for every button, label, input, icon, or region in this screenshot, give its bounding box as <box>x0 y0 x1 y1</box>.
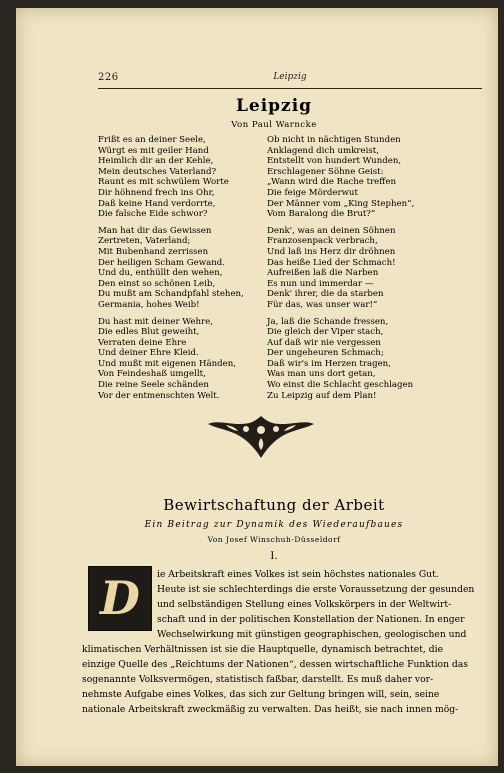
essay-author: Von Josef Winschuh-Düsseldorf <box>207 535 341 544</box>
essay-line: klimatischen Verhältnissen ist sie die Hauptquelle, dynamisch betrachtet, die <box>82 644 444 655</box>
running-title: Leipzig <box>273 72 307 82</box>
running-header <box>98 72 482 89</box>
poem-line: Verraten deine Ehre <box>98 337 187 348</box>
poem-line: Mit Bubenhand zerrissen <box>98 246 209 257</box>
poem-line: Die gleich der Viper stach, <box>267 327 384 338</box>
poem-title: Leipzig <box>235 96 313 116</box>
poem-right-column <box>267 135 467 407</box>
essay-line: und selbständigen Stellung eines Volkskörpers in der Weltwirt- <box>157 599 452 610</box>
poem-line: „Wann wird die Rache treffen <box>267 177 396 188</box>
poem-line: Denk', was an deinen Söhnen <box>267 225 396 236</box>
poem-line: Raunt es mit schwülem Worte <box>98 177 229 188</box>
poem-line: Der heiligen Scham Gewand. <box>98 257 225 268</box>
poem-line: Wo einst die Schlacht geschlagen <box>267 380 414 391</box>
poem-line: Der Männer vom „King Stephen“, <box>267 198 415 209</box>
essay-line: schaft und in der politischen Konstellation der Nationen. In enger <box>157 614 465 625</box>
poem-line: Vor der entmenschten Welt. <box>98 390 220 401</box>
poem-left-column <box>98 135 278 407</box>
dropcap-letter: D <box>100 571 140 625</box>
poem-line: Und du, enthüllt den wehen, <box>98 268 223 279</box>
poem-line: Die feige Mörderwut <box>267 187 358 198</box>
poem-line: Germania, hohes Weib! <box>98 299 200 310</box>
poem-line: Es nun und immerdar — <box>267 278 374 289</box>
floral-vignette-icon <box>206 414 316 460</box>
section-number: I. <box>270 551 278 562</box>
poem-line: Ja, laß die Schande fressen, <box>267 316 389 327</box>
poem-line: Daß keine Hand verdorrte, <box>98 198 216 209</box>
poem-line: Anklagend dich umkreist, <box>267 145 379 156</box>
poem-line: Zertreten, Vaterland; <box>98 236 191 247</box>
poem-line: Und laß ins Herz dir dröhnen <box>267 246 396 257</box>
poem-line: Ob nicht in nächtigen Stunden <box>267 135 401 145</box>
poem-stanza <box>267 135 467 220</box>
poem-stanza <box>267 226 467 311</box>
essay-title: Bewirtschaftung der Arbeit <box>163 496 385 514</box>
poem-line: Die edles Blut geweiht, <box>98 327 200 338</box>
essay-line: nationale Arbeitskraft zweckmäßig zu verwalten. Das heißt, sie nach innen mög- <box>82 704 459 715</box>
essay-line: ie Arbeitskraft eines Volkes ist sein höchstes nationales Gut. <box>157 569 439 580</box>
essay-line: sogenannte Volksvermögen, statistisch faßbar, darstellt. Es muß daher vor- <box>82 674 434 685</box>
poem-line: Entstellt von hundert Wunden, <box>267 156 402 167</box>
poem-line: Heimlich dir an der Kehle, <box>98 156 214 167</box>
poem-line: Dir höhnend frech ins Ohr, <box>98 187 215 198</box>
poem-line: Für das, was unser war!“ <box>267 299 378 310</box>
poem-line: Zu Leipzig auf dem Plan! <box>267 390 377 401</box>
poem-line: Auf daß wir nie vergessen <box>267 337 381 348</box>
poem-line: Frißt es an deiner Seele, <box>98 135 206 145</box>
poem-stanza <box>98 317 278 402</box>
poem-line: Die falsche Eide schwor? <box>98 209 208 220</box>
poem-line: Der ungeheuren Schmach; <box>267 348 384 359</box>
poem-line: Was man uns dort getan, <box>267 369 376 380</box>
poem-line: Würgt es mit geiler Hand <box>98 145 209 156</box>
poem-line: Man hat dir das Gewissen <box>98 225 212 236</box>
poem-author: Von Paul Warncke <box>231 120 317 130</box>
poem-line: Du hast mit deiner Wehre, <box>98 316 213 327</box>
essay-line: Heute ist sie schlechterdings die erste Voraussetzung der gesunden <box>157 584 475 595</box>
poem-line: Franzosenpack verbrach, <box>267 236 378 247</box>
poem-line: Mein deutsches Vaterland? <box>98 166 217 177</box>
poem-stanza <box>98 135 278 220</box>
poem-stanza <box>267 317 467 402</box>
poem-line: Die reine Seele schänden <box>98 380 209 391</box>
poem-line: Denk' ihrer, die da starben <box>267 289 384 300</box>
essay-subtitle: Ein Beitrag zur Dynamik des Wiederaufbaues <box>144 520 404 530</box>
essay-line: nehmste Aufgabe eines Volkes, das sich zur Geltung bringen will, sein, seine <box>82 689 440 700</box>
poem-stanza <box>98 226 278 311</box>
poem-line: Von Feindeshaß umgellt, <box>98 369 206 380</box>
essay-line: Wechselwirkung mit günstigen geographischen, geologischen und <box>157 629 467 640</box>
poem-line: Aufreißen laß die Narben <box>267 268 379 279</box>
poem-line: Daß wir's im Herzen tragen, <box>267 358 391 369</box>
poem-line: Erschlagener Söhne Geist: <box>267 166 384 177</box>
page-number: 226 <box>98 72 119 83</box>
dropcap <box>88 566 152 631</box>
poem-line: Das heiße Lied der Schmach! <box>267 257 396 268</box>
poem-line: Den einst so schönen Leib, <box>98 278 216 289</box>
poem-line: Vom Baralong die Brut?“ <box>267 209 376 220</box>
poem-line: Und deiner Ehre Kleid. <box>98 348 199 359</box>
poem-line: Und mußt mit eigenen Händen, <box>98 358 237 369</box>
poem-line: Du mußt am Schandpfahl stehen, <box>98 289 244 300</box>
essay-line: einzige Quelle des „Reichtums der Nationen“, dessen wirtschaftliche Funktion das <box>82 659 468 670</box>
